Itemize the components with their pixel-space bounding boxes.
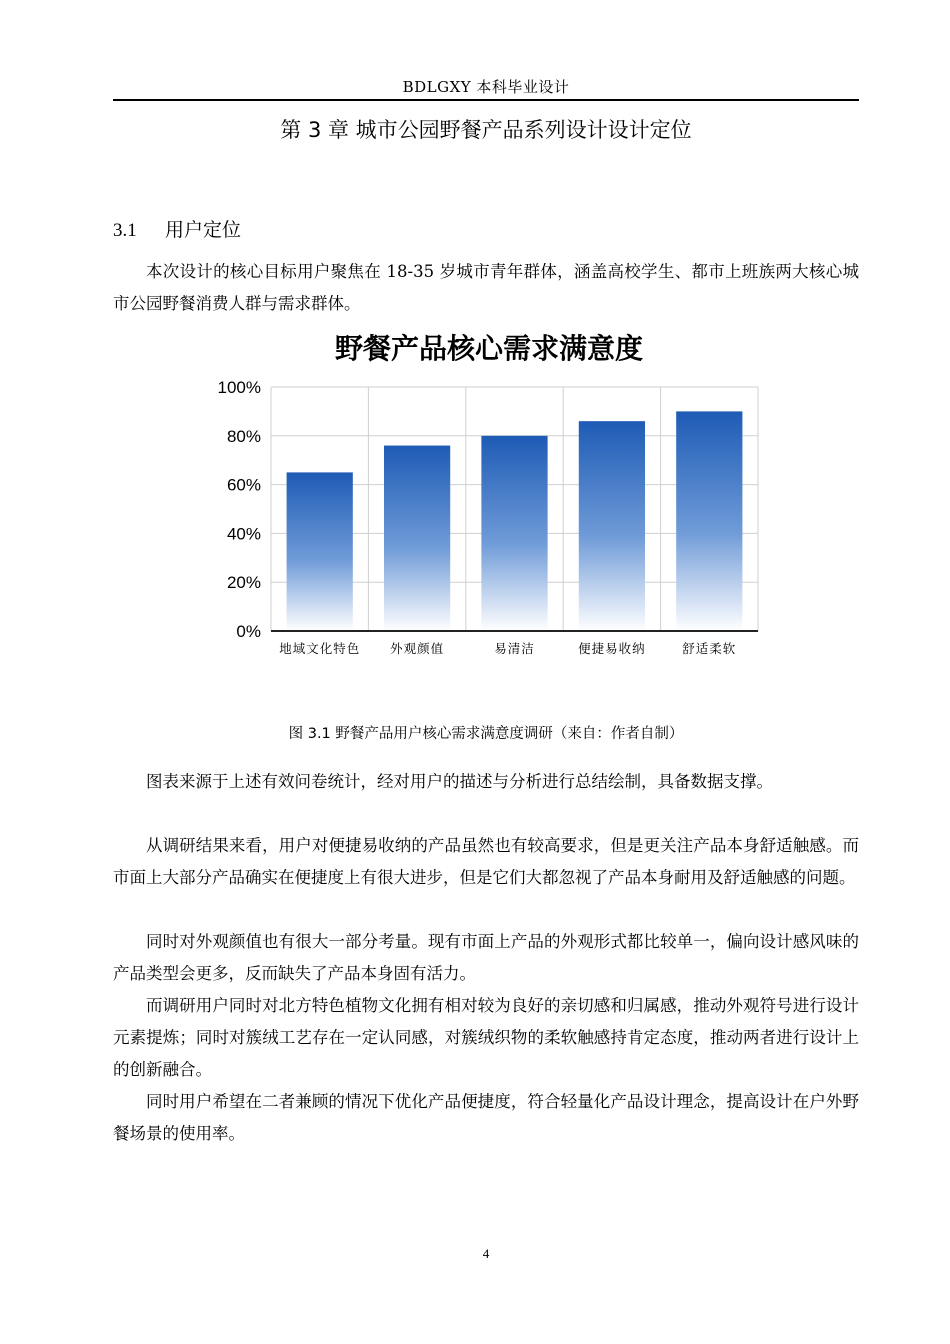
x-category-label: 便捷易收纳 <box>578 641 646 656</box>
header-rule <box>113 99 859 101</box>
x-axis-categories <box>279 641 736 656</box>
x-category-label: 地域文化特色 <box>279 641 361 656</box>
section-number: 3.1 <box>113 220 137 241</box>
x-category-label: 外观颜值 <box>390 641 445 656</box>
y-tick-label: 100% <box>217 378 261 397</box>
paragraph-5: 而调研用户同时对北方特色植物文化拥有相对较为良好的亲切感和归属感，推动外观符号进行设计元素提炼；同时对簇绒工艺存在一定认同感，对簇绒织物的柔软触感持肯定态度，推动两者进行设计上的创新融合。 <box>113 996 859 1079</box>
page-number: 4 <box>482 1246 490 1261</box>
x-category-label: 舒适柔软 <box>682 641 737 656</box>
section-heading <box>113 215 241 242</box>
figure-caption: 图 3.1 野餐产品用户核心需求满意度调研（来自：作者自制） <box>288 726 684 742</box>
paragraph-2: 图表来源于上述有效问卷统计，经对用户的描述与分析进行总结绘制，具备数据支撑。 <box>146 772 773 791</box>
y-tick-label: 0% <box>236 622 261 641</box>
paragraph-3: 从调研结果来看，用户对便捷易收纳的产品虽然也有较高要求，但是更关注产品本身舒适触感。而市面上大部分产品确实在便捷度上有很大进步，但是它们大都忽视了产品本身耐用及舒适触感的问题。 <box>113 836 859 887</box>
bar <box>287 472 353 631</box>
y-tick-label: 80% <box>226 426 261 446</box>
x-category-label: 易清洁 <box>494 641 535 656</box>
running-header: BDLGXY 本科毕业设计 <box>402 78 570 96</box>
bar <box>384 446 450 631</box>
chart-title: 野餐产品核心需求满意度 <box>334 332 644 365</box>
paragraph-4: 同时对外观颜值也有很大一部分考量。现有市面上产品的外观形式都比较单一，偏向设计感风味的产品类型会更多，反而缺失了产品本身固有活力。 <box>113 932 859 983</box>
bar <box>481 436 547 631</box>
paragraph-6: 同时用户希望在二者兼顾的情况下优化产品便捷度，符合轻量化产品设计理念，提高设计在户外野餐场景的使用率。 <box>113 1092 859 1143</box>
bar <box>676 411 742 631</box>
bar <box>579 421 645 631</box>
y-tick-label: 60% <box>226 475 261 495</box>
y-tick-label: 40% <box>226 524 261 544</box>
chapter-title: 第 3 章 城市公园野餐产品系列设计设计定位 <box>280 118 692 142</box>
chart-bars <box>287 411 743 631</box>
y-axis-ticks <box>218 378 261 641</box>
satisfaction-bar-chart <box>195 322 763 670</box>
paragraph-1: 本次设计的核心目标用户聚焦在 18-35 岁城市青年群体，涵盖高校学生、都市上班族两大核心城市公园野餐消费人群与需求群体。 <box>113 262 859 313</box>
y-tick-label: 20% <box>226 573 261 593</box>
section-title: 用户定位 <box>165 219 242 241</box>
